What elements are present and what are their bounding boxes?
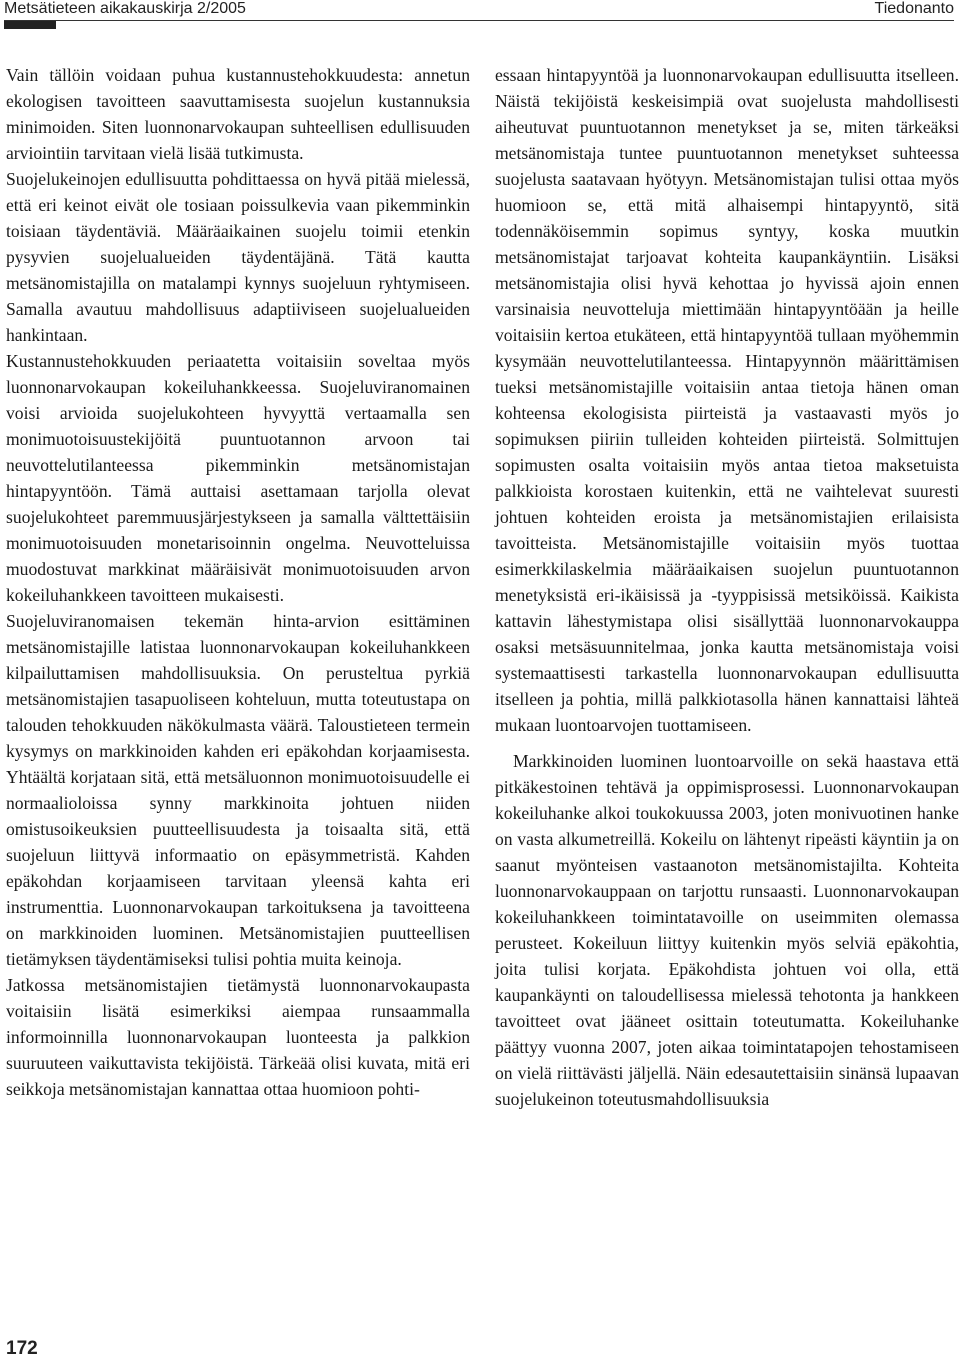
left-text-column xyxy=(6,62,470,1102)
running-header xyxy=(4,0,954,21)
paragraph: Suojelukeinojen edullisuutta pohdittaessa on hyvä pitää mielessä, että eri keinot eivät ole tosiaan poissulkevia vaan pikemminkin toisiaan täydentäviä. Määräaikainen suojelu toimii etenkin pysyvien suojelualueiden täydentäjänä. Tätä kautta metsänomistajilla on matalampi kynnys suojeluun ryhtymiseen. Samalla avautuu mahdollisuus adaptiiviseen suojelualueiden hankintaan. xyxy=(6,169,470,345)
section-label: Tiedonanto xyxy=(874,0,954,17)
paragraph: Markkinoiden luominen luontoarvoille on sekä haastava että pitkäkestoinen tehtävä ja oppimisprosessi. Luonnonarvokaupan kokeiluhanke alkoi toukokuussa 2003, joten monivuotinen hanke on vasta alkumetreillä. Kokeilu on lähtenyt ripeästi käyntiin ja on saanut myönteisen vastaanoton metsänomistajilta. Kohteita luonnonarvokauppaan on tarjottu runsaasti. Luonnonarvokaupan kokeiluhankkeen toimintatavoille on useimmiten olemassa perusteet. Kokeiluun liittyy kuitenkin myös selviä epäkohtia, joita tulisi korjata. Epäkohdista johtuen voi olla, että kaupankäynti on taloudellisessa mielessä tehotonta ja hankkeen tavoitteet ovat jääneet osittain toteutumatta. Kokeiluhanke päättyy vuonna 2007, joten aikaa toimintatapojen tehostamiseen on vielä riittävästi jäljellä. Näin edesautettaisiin sinänsä lupaavan suojelukeinon toteutusmahdollisuuksia xyxy=(495,751,959,1109)
header-decorative-bar xyxy=(4,21,56,29)
right-text-column xyxy=(495,62,959,1112)
page-number: 172 xyxy=(6,1338,38,1359)
journal-title: Metsätieteen aikakauskirja 2/2005 xyxy=(4,0,246,17)
paragraph: Kustannustehokkuuden periaatetta voitaisiin soveltaa myös luonnonarvokaupan kokeiluhankkeessa. Suojeluviranomainen voisi arvioida suojelukohteen hyvyyttä vertaamalla sen monimuotoisuustekijöitä puuntuotannon arvoon tai neuvottelutilanteessa pikemminkin metsänomistajan hintapyyntöön. Tämä auttaisi asettamaan tarjolla olevat suojelukohteet paremmuusjärjestykseen ja samalla välttettäisiin monimuotoisuuden monetarisoinnin ongelma. Neuvotteluissa muodostuvat markkinat määräisivät monimuotoisuuden arvon kokeiluhankkeen tavoitteen mukaisesti. xyxy=(6,351,470,605)
paragraph: Suojeluviranomaisen tekemän hinta-arvion esittäminen metsänomistajille latistaa luonnonarvokaupan kokeiluhankkeen kilpailuttamisen mahdollisuuksia. On perusteltua pyrkiä metsänomistajien tasapuoliseen kohteluun, mutta toteutustapa on talouden tehokkuuden näkökulmasta väärä. Taloustieteen termein kysymys on markkinoiden kahden eri epäkohdan korjaamisesta. Yhtäältä korjataan sitä, että metsäluonnon monimuotoisuudelle ei normaalioloissa synny markkinoita johtuen niiden omistusoikeuksien puutteellisuudesta ja toisaalta sitä, että suojeluun liittyvä informaatio on epäsymmetristä. Kahden epäkohdan korjaamiseen tarvitaan yleensä kahta eri instrumenttia. Luonnonarvokaupan tarkoituksena ja tavoitteena on markkinoiden luominen. Metsänomistajien puutteellisen tietämyksen täydentämiseksi tulisi pohtia muita keinoja. xyxy=(6,611,470,969)
paragraph: Jatkossa metsänomistajien tietämystä luonnonarvokaupasta voitaisiin lisätä esimerkiksi aiempaa runsaammalla informoinnilla luonnonarvokaupan luonteesta ja palkkion suuruuteen vaikuttavista tekijöistä. Tärkeää olisi kuvata, mitä eri seikkoja metsänomistajan kannattaa ottaa huomioon pohti- xyxy=(6,975,470,1099)
paragraph: essaan hintapyyntöä ja luonnonarvokaupan edullisuutta itselleen. Näistä tekijöistä keskeisimpiä ovat suojelusta mahdollisesti aiheutuvat puuntuotannon menetykset ja se, miten tärkeäksi metsänomistaja tuntee puuntuotannon menetykset suhteessa suojelusta saatavaan hyötyyn. Metsänomistajan tulisi ottaa myös huomioon se, että mitä alhaisempi hintapyyntö, sitä todennäköisemmin sopimus syntyy, koska muutkin metsänomistajat tarjoavat kohteita kaupankäyntiin. Lisäksi metsänomistajia olisi hyvä kehottaa jo hyvissä ajoin ennen varsinaisia neuvotteluja miettimään hintapyyntöään ja heille voitaisiin kertoa etukäteen, että hintapyyntöä tullaan myöhemmin kysymään neuvottelutilanteessa. Hintapyynnön määrittämisen tueksi metsänomistajille voitaisiin antaa tietoja hänen oman kohteensa ekologisista piirteistä ja vastaavasti myös jo sopimuksen piiriin tulleiden kohteiden piirteistä. Solmittujen sopimusten osalta voitaisiin myös antaa tietoa maksetuista palkkioista korostaen kuitenkin, että ne vaihtelevat suuresti johtuen kohteiden eroista ja metsänomistajien erilaisista tavoitteista. Metsänomistajille voitaisiin myös tuottaa esimerkkilaskelmia määräaikaisen suojelun puuntuotannon menetyksistä eri-ikäisissä ja -tyyppisissä metsiköissä. Kaikista kattavin lähestymistapa olisi sisällyttää luonnonarvokauppa osaksi metsäsuunnitelmaa, jonka kautta metsänomistaja voisi systemaattisesti tarkastella luonnonarvokaupan edullisuutta itselleen ja pohtia, millä palkkiotasolla hänen kannattaisi lähteä mukaan luontoarvojen tuottamiseen. xyxy=(495,65,959,735)
paragraph: Vain tällöin voidaan puhua kustannustehokkuudesta: annetun ekologisen tavoitteen saavuttamisesta suojelun kustannuksia minimoiden. Siten luonnonarvokaupan suhteellisen edullisuuden arviointiin tarvitaan vielä lisää tutkimusta. xyxy=(6,65,470,163)
